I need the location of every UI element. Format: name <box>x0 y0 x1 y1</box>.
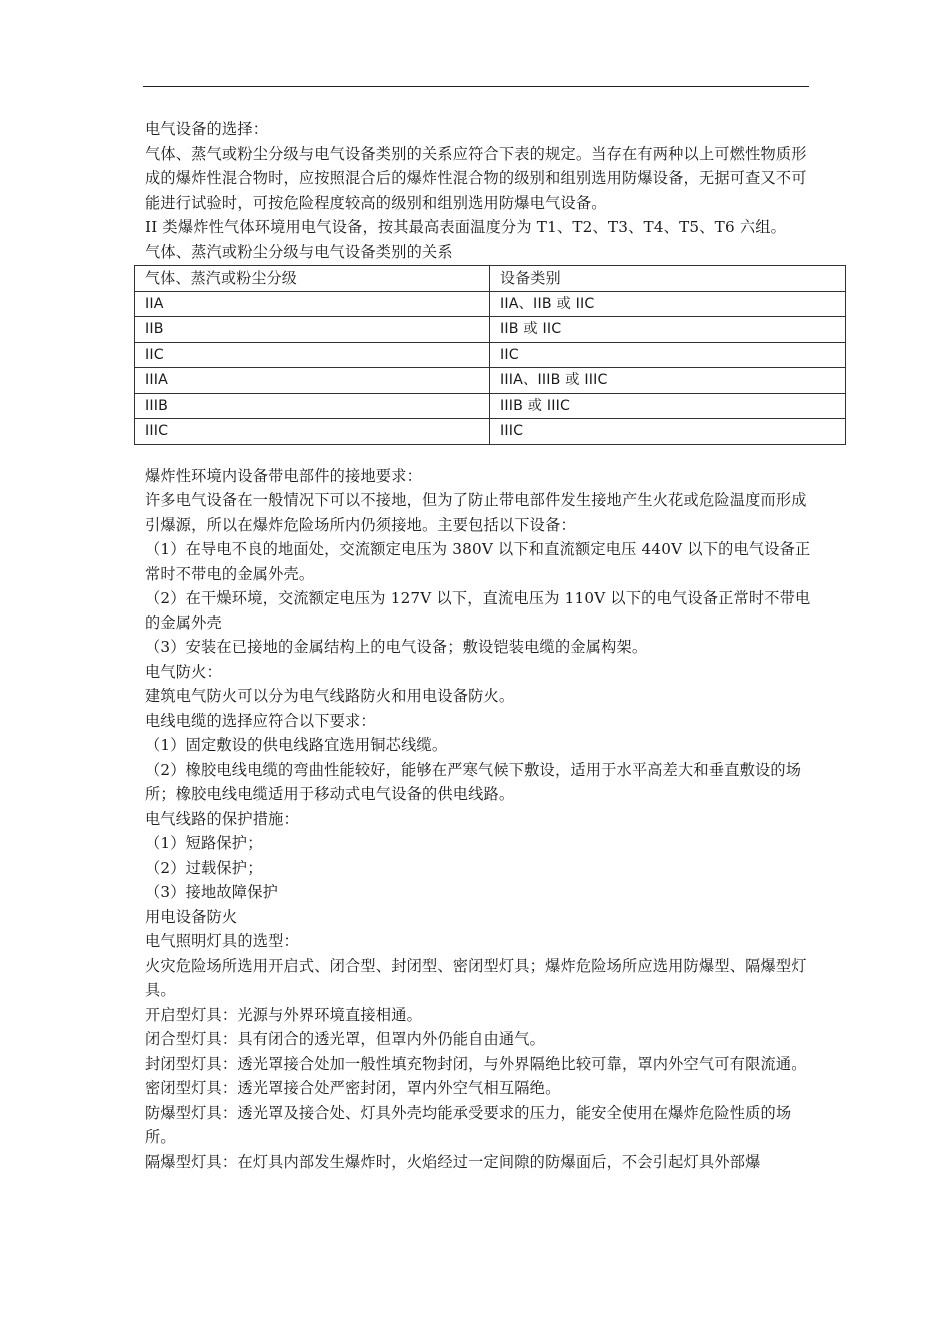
table-cell: IIIC <box>135 419 490 445</box>
list-item: （3）安装在已接地的金属结构上的电气设备；敷设铠装电缆的金属构架。 <box>145 638 648 656</box>
list-item: （2）橡胶电线电缆的弯曲性能较好，能够在严寒气候下敷设，适用于水平高差大和垂直敷设的场所；橡胶电线电缆适用于移动式电气设备的供电线路。 <box>145 760 802 803</box>
intro-paragraph: 气体、蒸气或粉尘分级与电气设备类别的关系应符合下表的规定。当存在有两种以上可燃性物质形成的爆炸性混合物时，应按照混合后的爆炸性混合物的级别和组别选用防爆设备，无据可查又不可能进行试验时，可按危险程度较高的级别和组别选用防爆电气设备。 <box>145 144 807 212</box>
document-body <box>145 117 813 1174</box>
section-heading-lighting: 电气照明灯具的选型： <box>145 932 299 950</box>
paragraph: 开启型灯具：光源与外界环境直接相通。 <box>145 1005 422 1024</box>
list-item: （3）接地故障保护 <box>145 883 278 901</box>
table-row <box>135 342 846 368</box>
table-row <box>135 317 846 343</box>
table-header-cell: 气体、蒸汽或粉尘分级 <box>135 266 490 292</box>
classification-table <box>134 265 846 445</box>
table-cell: IIB <box>135 317 490 343</box>
table-header-cell: 设备类别 <box>490 266 846 292</box>
intro-heading: 电气设备的选择： <box>145 120 269 138</box>
paragraph: 隔爆型灯具：在灯具内部发生爆炸时，火焰经过一定间隙的防爆面后，不会引起灯具外部爆 <box>145 1152 761 1171</box>
section-heading-fire: 电气防火： <box>145 662 222 681</box>
header-rule <box>143 86 809 87</box>
table-cell: IIIB 或 IIIC <box>490 393 846 419</box>
table-cell: IIB 或 IIC <box>490 317 846 343</box>
table-cell: IIC <box>135 342 490 368</box>
table-row <box>135 419 846 445</box>
table-row <box>135 393 846 419</box>
list-item: （1）固定敷设的供电线路宜选用铜芯线缆。 <box>145 736 448 754</box>
table-cell: IIA <box>135 291 490 317</box>
section-heading-protection: 电气线路的保护措施： <box>145 809 299 828</box>
table-row <box>135 368 846 394</box>
table-cell: IIA、IIB 或 IIC <box>490 291 846 317</box>
list-item: （1）在导电不良的地面处，交流额定电压为 380V 以下和直流额定电压 440V 以下的电气设备正常时不带电的金属外壳。 <box>145 540 811 583</box>
table-cell: IIIA、IIIB 或 IIIC <box>490 368 846 394</box>
paragraph: 建筑电气防火可以分为电气线路防火和用电设备防火。 <box>145 687 515 705</box>
paragraph-grounding-heading: 爆炸性环境内设备带电部件的接地要求： <box>145 466 422 485</box>
paragraph: 密闭型灯具：透光罩接合处严密封闭，罩内外空气相互隔绝。 <box>145 1079 561 1097</box>
table-cell: IIIA <box>135 368 490 394</box>
table-cell: IIIB <box>135 393 490 419</box>
intro-paragraph-temperature: II 类爆炸性气体环境用电气设备，按其最高表面温度分为 T1、T2、T3、T4、T5、T6 六组。 <box>145 218 787 236</box>
section-heading-cable: 电线电缆的选择应符合以下要求： <box>145 711 376 730</box>
list-item: （2）在干燥环境，交流额定电压为 127V 以下，直流电压为 110V 以下的电气设备正常时不带电的金属外壳 <box>145 589 811 632</box>
table-row <box>135 291 846 317</box>
list-item: （2）过载保护； <box>145 858 263 877</box>
paragraph: 闭合型灯具：具有闭合的透光罩，但罩内外仍能自由通气。 <box>145 1030 546 1048</box>
paragraph: 许多电气设备在一般情况下可以不接地，但为了防止带电部件发生接地产生火花或危险温度而形成引爆源，所以在爆炸危险场所内仍须接地。主要包括以下设备： <box>145 491 807 534</box>
table-cell: IIIC <box>490 419 846 445</box>
section-heading-equipment: 用电设备防火 <box>145 907 238 926</box>
table-caption: 气体、蒸汽或粉尘分级与电气设备类别的关系 <box>145 242 453 261</box>
list-item: （1）短路保护； <box>145 834 263 852</box>
paragraph: 火灾危险场所选用开启式、闭合型、封闭型、密闭型灯具；爆炸危险场所应选用防爆型、隔爆型灯具。 <box>145 956 807 999</box>
paragraph: 防爆型灯具：透光罩及接合处、灯具外壳均能承受要求的压力，能安全使用在爆炸危险性质的场所。 <box>145 1103 792 1146</box>
paragraph: 封闭型灯具：透光罩接合处加一般性填充物封闭，与外界隔绝比较可靠，罩内外空气可有限流通。 <box>145 1054 807 1073</box>
table-cell: IIC <box>490 342 846 368</box>
table-header-row <box>135 266 846 292</box>
